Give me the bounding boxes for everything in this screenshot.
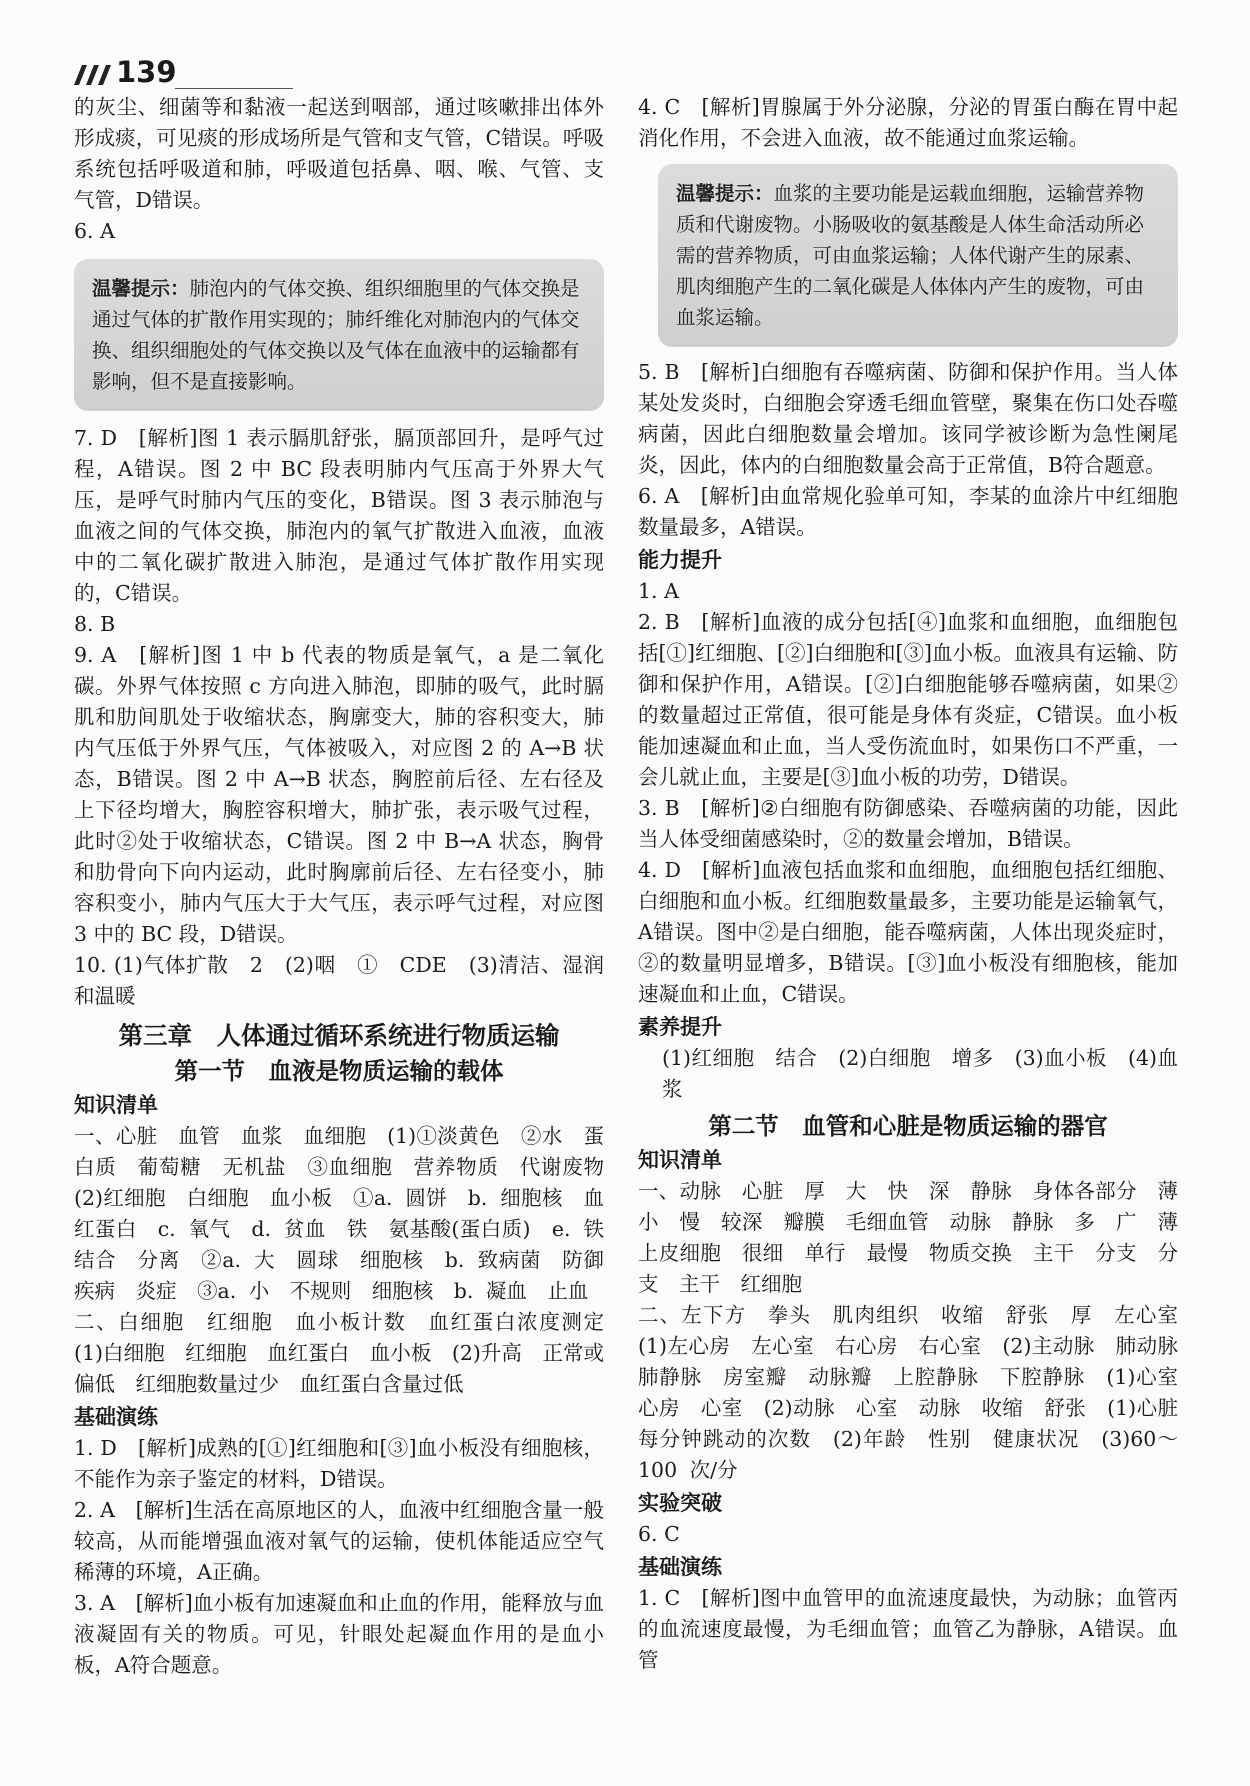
heading-knowledge-list-2: 知识清单 bbox=[638, 1148, 722, 1172]
answer-7: 7. D [解析]图 1 表示膈肌舒张，膈顶部回升，是呼气过程，A错误。图 2 中 BC 段表明肺内气压高于外界大气压，是呼气时肺内气压的变化，B错误。图 3 表示肺泡与血液之间的气体交换，肺泡内的氧气扩散进入血液，血液中的二氧化碳扩散进入肺泡，是通过气体扩散作用实现的，C错误。 bbox=[74, 426, 604, 605]
experiment-answer-6: 6. C bbox=[638, 1522, 680, 1546]
answer-8: 8. B bbox=[74, 612, 116, 636]
left-column bbox=[74, 92, 625, 1681]
knowledge-list-3: 一、动脉 心脏 厚 大 快 深 静脉 身体各部分 薄 小 慢 较深 瓣膜 毛细血管 动脉 静脉 多 广 薄 上皮细胞 很细 单行 最慢 物质交换 主干 分支 分支 主干 红细胞 bbox=[638, 1179, 1199, 1296]
heading-basic-practice: 基础演练 bbox=[74, 1405, 158, 1429]
answer-r5: 5. B [解析]白细胞有吞噬病菌、防御和保护作用。当人体某处发炎时，白细胞会穿透毛细血管壁，聚集在伤口处吞噬病菌，因此白细胞数量会增加。该同学被诊断为急性阑尾炎，因此，体内的白细胞数量会高于正常值，B符合题意。 bbox=[638, 360, 1178, 477]
header-rule bbox=[175, 88, 293, 89]
literacy-answer: (1)红细胞 结合 (2)白细胞 增多 (3)血小板 (4)血浆 bbox=[662, 1046, 1178, 1101]
knowledge-list-1: 一、心脏 血管 血浆 血细胞 (1)①淡黄色 ②水 蛋白质 葡萄糖 无机盐 ③血细胞 营养物质 代谢废物 (2)红细胞 白细胞 血小板 ①a. 圆饼 b. 细胞核 血红蛋白 c. 氧气 d. 贫血 铁 氨基酸(蛋白质) e. 铁 结合 分离 ②a. 大 圆球 细胞核 b. 致病菌 防御疾病 炎症 ③a. 小 不规则 细胞核 b. 凝血 止血 bbox=[74, 1124, 625, 1303]
page-header bbox=[72, 55, 177, 89]
basic-answer-1: 1. D [解析]成熟的[①]红细胞和[③]血小板没有细胞核，不能作为亲子鉴定的材料，D错误。 bbox=[74, 1436, 604, 1491]
heading-knowledge-list: 知识清单 bbox=[74, 1093, 158, 1117]
tip-text: 肺泡内的气体交换、组织细胞里的气体交换是通过气体的扩散作用实现的；肺纤维化对肺泡内的气体交换、组织细胞处的气体交换以及气体在血液中的运输都有影响，但不是直接影响。 bbox=[92, 277, 580, 393]
ability-answer-3: 3. B [解析]②白细胞有防御感染、吞噬病菌的功能，因此当人体受细菌感染时，②的数量会增加，B错误。 bbox=[638, 796, 1178, 851]
ability-answer-4: 4. D [解析]血液包括血浆和血细胞，血细胞包括红细胞、白细胞和血小板。红细胞数量最多，主要功能是运输氧气，A错误。图中②是白细胞，能吞噬病菌，人体出现炎症时，②的数量明显增多，B错误。[③]血小板没有细胞核，能加速凝血和止血，C错误。 bbox=[638, 858, 1178, 1006]
section-title: 第一节 血液是物质运输的载体 bbox=[174, 1057, 504, 1085]
tip-box bbox=[74, 259, 604, 411]
tip-label: 温馨提示： bbox=[92, 277, 190, 300]
ability-answer-1: 1. A bbox=[638, 579, 679, 603]
right-column bbox=[638, 92, 1199, 1676]
knowledge-list-2: 二、白细胞 红细胞 血小板计数 血红蛋白浓度测定 (1)白细胞 红细胞 血红蛋白 血小板 (2)升高 正常或偏低 红细胞数量过少 血红蛋白含量过低 bbox=[74, 1310, 625, 1396]
answer-r4: 4. C [解析]胃腺属于外分泌腺，分泌的胃蛋白酶在胃中起消化作用，不会进入血液，故不能通过血浆运输。 bbox=[638, 95, 1178, 150]
tip-text-2: 血浆的主要功能是运载血细胞，运输营养物质和代谢废物。小肠吸收的氨基酸是人体生命活动所必需的营养物质，可由血浆运输；人体代谢产生的尿素、肌肉细胞产生的二氧化碳是人体体内产生的废物，可由血浆运输。 bbox=[676, 182, 1145, 329]
answer-r6: 6. A [解析]由血常规化验单可知，李某的血涂片中红细胞数量最多，A错误。 bbox=[638, 484, 1178, 539]
answer-6: 6. A bbox=[74, 219, 115, 243]
chapter-title: 第三章 人体通过循环系统进行物质运输 bbox=[118, 1021, 560, 1050]
tip-box-2 bbox=[658, 164, 1178, 347]
basic-answer-r1: 1. C [解析]图中血管甲的血流速度最快，为动脉；血管丙的血流速度最慢，为毛细血管；血管乙为静脉，A错误。血管 bbox=[638, 1586, 1178, 1672]
heading-basic-practice-2: 基础演练 bbox=[638, 1555, 722, 1579]
stripes-logo-icon bbox=[72, 63, 112, 87]
tip-label-2: 温馨提示： bbox=[676, 182, 774, 205]
answer-9: 9. A [解析]图 1 中 b 代表的物质是氧气，a 是二氧化碳。外界气体按照 c 方向进入肺泡，即肺的吸气，此时膈肌和肋间肌处于收缩状态，胸廓变大，肺的容积变大，肺内气压低于外界气压，气体被吸入，对应图 2 的 A→B 状态，B错误。图 2 中 A→B 状态，胸腔前后径、左右径及上下径均增大，胸腔容积增大，肺扩张，表示吸气过程，此时②处于收缩状态，C错误。图 2 中 B→A 状态，胸骨和肋骨向下向内运动，此时胸廓前后径、左右径变小，肺容积变小，肺内气压大于大气压，表示呼气过程，对应图 3 中的 BC 段，D错误。 bbox=[74, 643, 604, 946]
basic-answer-2: 2. A [解析]生活在高原地区的人，血液中红细胞含量一般较高，从而能增强血液对氧气的运输，使机体能适应空气稀薄的环境，A正确。 bbox=[74, 1498, 604, 1584]
heading-literacy: 素养提升 bbox=[638, 1015, 722, 1039]
basic-answer-3: 3. A [解析]血小板有加速凝血和止血的作用，能释放与血液凝固有关的物质。可见，针眼处起凝血作用的是血小板，A符合题意。 bbox=[74, 1591, 604, 1677]
heading-ability: 能力提升 bbox=[638, 548, 722, 572]
ability-answer-2: 2. B [解析]血液的成分包括[④]血浆和血细胞，血细胞包括[①]红细胞、[②]白细胞和[③]血小板。血液具有运输、防御和保护作用，A错误。[②]白细胞能够吞噬病菌，如果②的数量超过正常值，很可能是身体有炎症，C错误。血小板能加速凝血和止血，当人受伤流血时，如果伤口不严重，一会儿就止血，主要是[③]血小板的功劳，D错误。 bbox=[638, 610, 1178, 789]
continued-answer-text: 的灰尘、细菌等和黏液一起送到咽部，通过咳嗽排出体外形成痰，可见痰的形成场所是气管和支气管，C错误。呼吸系统包括呼吸道和肺，呼吸道包括鼻、咽、喉、气管、支气管，D错误。 bbox=[74, 95, 604, 212]
heading-experiment: 实验突破 bbox=[638, 1491, 722, 1515]
answer-10: 10. (1)气体扩散 2 (2)咽 ① CDE (3)清洁、湿润和温暖 bbox=[74, 953, 604, 1008]
page-number: 139 bbox=[116, 55, 177, 89]
section-title-2: 第二节 血管和心脏是物质运输的器官 bbox=[708, 1112, 1108, 1140]
knowledge-list-4: 二、左下方 拳头 肌肉组织 收缩 舒张 厚 左心室 (1)左心房 左心室 右心房 右心室 (2)主动脉 肺动脉 肺静脉 房室瓣 动脉瓣 上腔静脉 下腔静脉 (1)心室 心房 心室 (2)动脉 心室 动脉 收缩 舒张 (1)心脏每分钟跳动的次数 (2)年龄 性别 健康状况 (3)60～100 次/分 bbox=[638, 1303, 1199, 1482]
